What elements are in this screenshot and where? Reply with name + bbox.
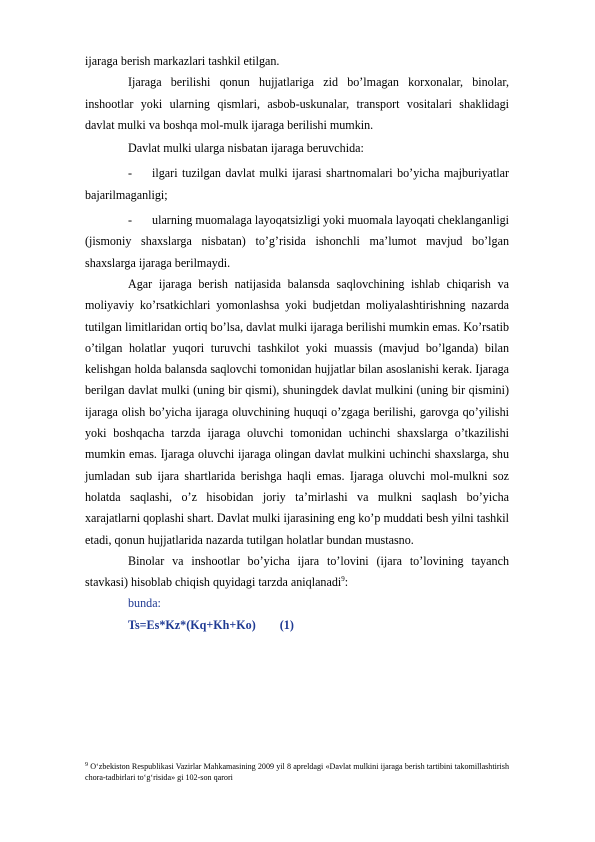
footnote-marker: 9	[85, 762, 88, 768]
list-item-1-text: ilgari tuzilgan davlat mulki ijarasi shartnomalari bo’yicha majburiyatlar bajarilmaganligi;	[85, 166, 509, 202]
formula	[85, 615, 509, 636]
footnote-text: O‘zbekiston Respublikasi Vazirlar Mahkamasining 2009 yil 8 apreldagi «Davlat mulkini ijaraga berish tartibini takomillashtirish chora-tadbirlari to‘g‘risida» gi 102-son qarori	[85, 762, 509, 782]
paragraph-8: bunda:	[128, 596, 161, 611]
list-dash: -	[128, 213, 133, 228]
list-item-2	[85, 210, 509, 274]
footnote	[85, 761, 509, 783]
paragraph-6: Agar ijaraga berish natijasida balansda saqlovchining ishlab chiqarish va moliyaviy ko’rsatkichlari yomonlashsa yoki budjetdan moliyalashtirishning nazarda tutilgan limitlaridan ortiq bo’lsa, davlat mulki ijaraga berilishi mumkin emas. Ko’rsatib o’tilgan holatlar yuqori turuvchi tashkilot yoki muassis (mavjud bo’lganda) bilan kelishgan holda balansda saqlovchi tomonidan hujjatlar bilan asoslanishi kerak. Ijaraga berilgan davlat mulki (uning bir qismi), shuningdek davlat mulkini (uning bir qismini) ijaraga olish bo’yicha ijaraga oluvchining huquqi o’zgaga berilishi, garovga qo’yilishi yoki boshqacha tarzda ijaraga oluvchi tomonidan uchinchi shaxslarga o’tkazilishi mumkin emas. Ijaraga oluvchi ijaraga olingan davlat mulkini uchinchi shaxslarga, shu jumladan sub ijara shartlarida berishga haqli emas. Ijaraga oluvchi mol-mulkni soz holatda saqlashi, o’z hisobidan joriy ta’mirlashi va mulkni saqlash bo’yicha xarajatlarni qoplashi shart. Davlat mulki ijarasining eng ko’p muddati besh yilni tashkil etadi, qonun hujjatlarida nazarda tutilgan holatlar bundan mustasno.	[85, 276, 509, 547]
paragraph-7-text: Binolar va inshootlar bo’yicha ijara to’lovini (ijara to’lovining tayanch stavkasi) hisoblab chiqish quyidagi tarzda aniqlanadi	[85, 553, 509, 590]
footnote-reference[interactable]: 9	[341, 575, 345, 584]
formula-expression: Ts=Es*Kz*(Kq+Kh+Ko)	[128, 617, 256, 632]
paragraph-7	[85, 551, 509, 594]
list-item-1	[85, 163, 509, 206]
paragraph-2: Ijaraga berilishi qonun hujjatlariga zid bo’lmagan korxonalar, binolar, inshootlar yoki ularning qismlari, asbob-uskunalar, transport vositalari shaklidagi davlat mulki va boshqa mol-mulk ijaraga berilishi mumkin.	[85, 75, 509, 132]
paragraph-1: ijaraga berish markazlari tashkil etilgan.	[85, 54, 280, 68]
formula-number: (1)	[279, 617, 294, 632]
paragraph-7-end: :	[344, 575, 349, 590]
paragraph-3: Davlat mulki ularga nisbatan ijaraga beruvchida:	[128, 141, 364, 156]
body-text	[85, 51, 509, 636]
list-dash: -	[128, 166, 133, 181]
list-item-2-text: ularning muomalaga layoqatsizligi yoki muomala layoqati cheklanganligi (jismoniy shaxslarga nisbatan) to’g’risida ishonchli ma’lumot mavjud bo’lgan shaxslarga ijaraga berilmaydi.	[85, 213, 509, 270]
